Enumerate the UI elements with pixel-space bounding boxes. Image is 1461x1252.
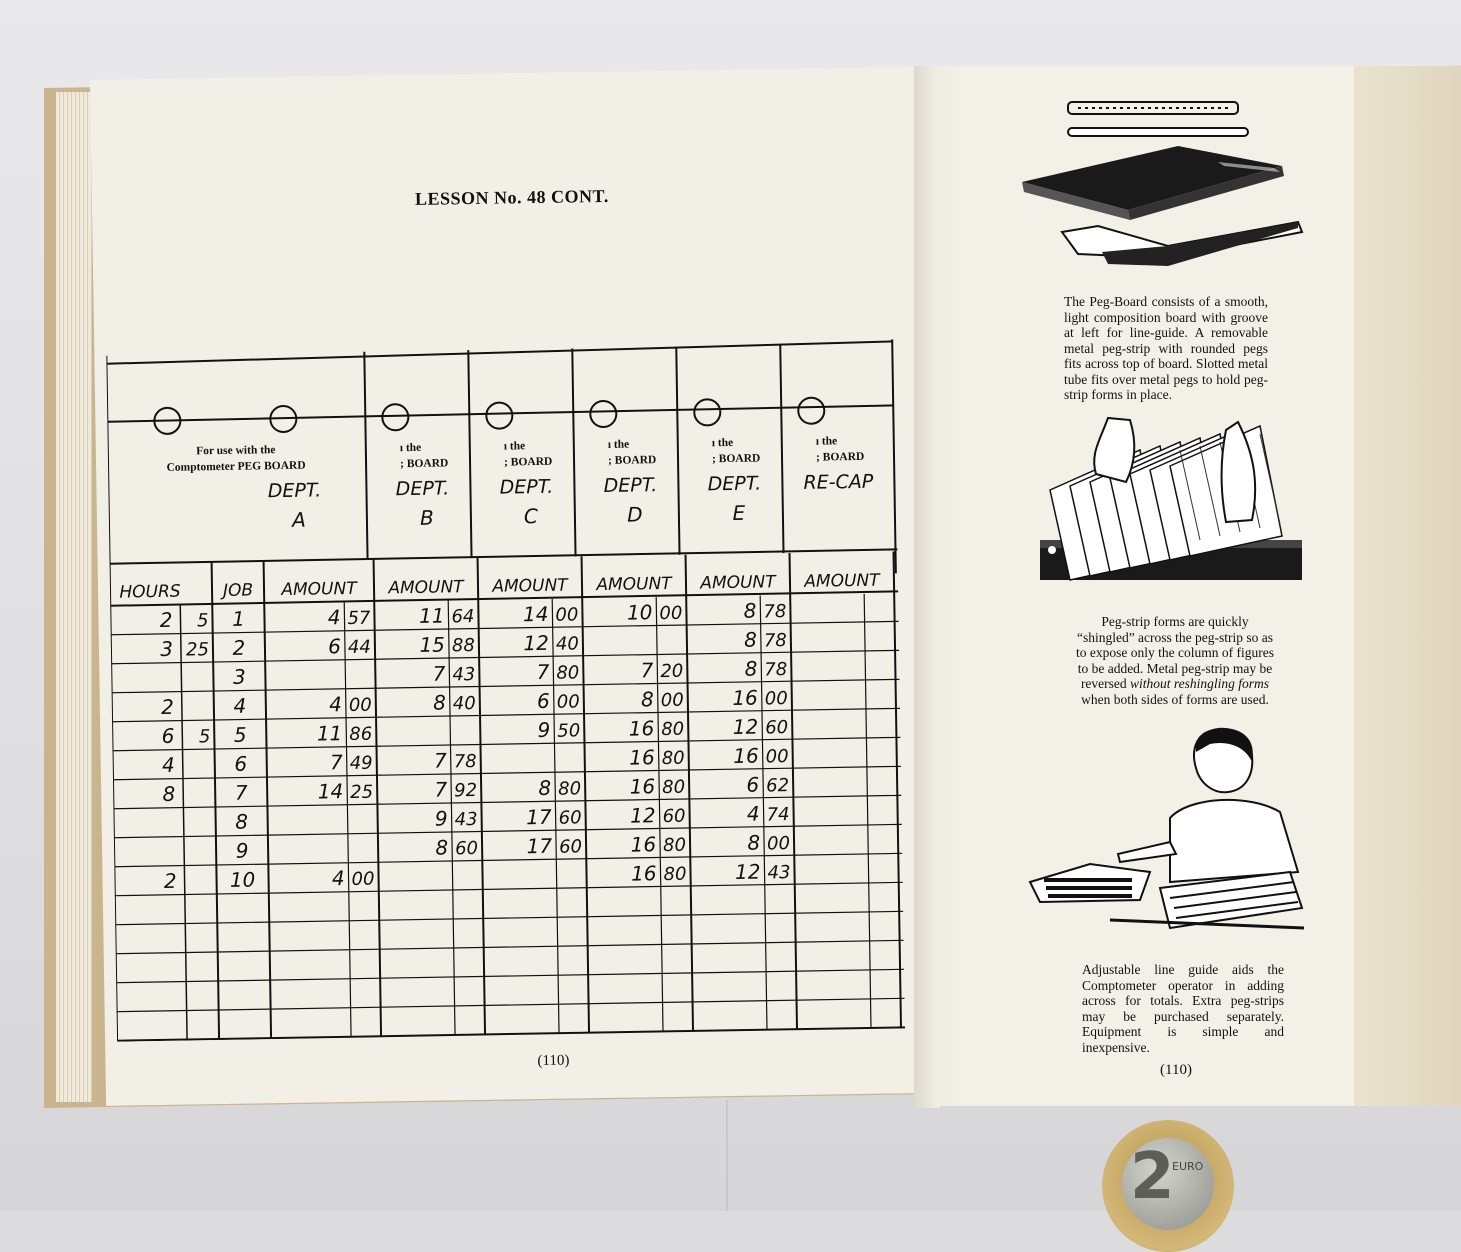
amount-cents: 86 bbox=[349, 723, 373, 746]
form-edge bbox=[892, 339, 896, 573]
amount-cents: 50 bbox=[557, 720, 581, 742]
ledger-column-rule bbox=[582, 556, 589, 1033]
hours-whole: 2 bbox=[160, 694, 175, 719]
amount-cents: 00 bbox=[556, 691, 580, 713]
ledger-row-rule bbox=[116, 969, 904, 982]
job-number: 8 bbox=[235, 809, 249, 834]
amount-dollars: 16 bbox=[629, 745, 655, 770]
peg-hole-icon bbox=[694, 399, 720, 425]
amount-cents: 62 bbox=[766, 775, 790, 797]
hours-fraction: 5 bbox=[196, 610, 209, 632]
amount-dollars: 7 bbox=[640, 658, 654, 683]
amount-cents: 78 bbox=[763, 630, 787, 652]
form-edge bbox=[106, 356, 109, 564]
cents-divider-rule bbox=[864, 594, 871, 1029]
amount-cents: 60 bbox=[454, 838, 479, 860]
ledger-column-rule bbox=[264, 561, 271, 1038]
amount-cents: 00 bbox=[660, 689, 684, 712]
amount-cents: 60 bbox=[558, 836, 583, 858]
amount-cents: 74 bbox=[766, 804, 790, 826]
amount-dollars: 10 bbox=[626, 600, 653, 625]
amount-dollars: 7 bbox=[432, 661, 446, 686]
peg-hole-icon bbox=[382, 404, 408, 430]
job-number: 1 bbox=[231, 606, 246, 631]
form-header-line2: ; BOARD bbox=[503, 455, 553, 469]
job-number: 6 bbox=[234, 751, 248, 776]
amount-dollars: 4 bbox=[328, 692, 343, 717]
amount-cents: 60 bbox=[662, 805, 686, 828]
form-header-line2: ; BOARD bbox=[399, 457, 449, 471]
ledger-column-rule bbox=[686, 555, 693, 1032]
amount-cents: 40 bbox=[555, 633, 579, 655]
amount-dollars: 16 bbox=[732, 685, 758, 710]
form-edge bbox=[780, 345, 783, 553]
amount-cents: 43 bbox=[454, 809, 478, 831]
peg-board-svg bbox=[106, 329, 917, 1041]
amount-dollars: 4 bbox=[331, 866, 345, 891]
amount-cents: 00 bbox=[765, 746, 789, 768]
hours-split-rule bbox=[180, 605, 187, 1040]
amount-dollars: 16 bbox=[629, 774, 656, 799]
surface-fold-line bbox=[726, 1100, 728, 1211]
ledger-row-rule bbox=[117, 998, 905, 1011]
shingled-forms-illustration bbox=[1030, 410, 1310, 600]
book-gutter bbox=[914, 66, 940, 1108]
amount-dollars: 8 bbox=[747, 830, 761, 855]
coin-center bbox=[1122, 1138, 1214, 1230]
peg-hole-icon bbox=[590, 401, 616, 427]
amount-cents: 40 bbox=[452, 693, 476, 715]
ledger-column-rule bbox=[894, 551, 901, 1028]
amount-cents: 80 bbox=[556, 662, 580, 684]
amount-cents: 80 bbox=[661, 747, 685, 770]
operator-body-icon bbox=[1170, 800, 1298, 882]
amount-cents: 80 bbox=[662, 834, 687, 857]
form-header-line1: ı the bbox=[607, 438, 630, 451]
operator-illustration bbox=[1020, 722, 1310, 952]
form-edge bbox=[364, 352, 367, 560]
dept-letter: A bbox=[291, 507, 306, 532]
job-number: 2 bbox=[232, 635, 246, 660]
amount-dollars: 7 bbox=[434, 777, 448, 802]
job-number: 5 bbox=[233, 722, 247, 747]
amount-dollars: 8 bbox=[435, 835, 449, 860]
form-header-line2: Comptometer PEG BOARD bbox=[166, 459, 306, 474]
form-header-line2: ; BOARD bbox=[607, 454, 657, 467]
lesson-title: LESSON No. 48 CONT. bbox=[414, 185, 609, 209]
amount-cents: 64 bbox=[451, 606, 475, 628]
job-number: 10 bbox=[229, 867, 256, 892]
amount-cents: 60 bbox=[765, 717, 789, 739]
dept-label: DEPT. bbox=[395, 477, 450, 501]
amount-cents: 80 bbox=[661, 718, 685, 741]
amount-dollars: 12 bbox=[732, 714, 759, 739]
coin-text: EURO bbox=[1172, 1160, 1204, 1173]
board-top-line bbox=[106, 341, 892, 363]
amount-cents: 20 bbox=[660, 660, 684, 683]
form-header-line1: ı the bbox=[711, 436, 734, 450]
dept-label: DEPT. bbox=[499, 475, 554, 499]
amount-cents: 78 bbox=[453, 751, 477, 773]
amount-dollars: 16 bbox=[733, 743, 759, 768]
job-number: 4 bbox=[233, 693, 247, 718]
form-header-line1: ı the bbox=[399, 441, 422, 455]
amount-cents: 80 bbox=[663, 863, 687, 886]
amount-cents: 78 bbox=[764, 659, 788, 681]
amount-cents: 49 bbox=[349, 752, 373, 775]
amount-dollars: 15 bbox=[419, 632, 446, 657]
form-header-line1: ı the bbox=[503, 440, 526, 453]
form-edge bbox=[468, 350, 471, 558]
page-stack-edge bbox=[56, 92, 92, 1102]
amount-dollars: 7 bbox=[329, 750, 343, 775]
dept-label: DEPT. bbox=[707, 472, 762, 496]
amount-cents: 00 bbox=[555, 604, 579, 626]
ledger-column-rule bbox=[478, 558, 485, 1035]
amount-dollars: 8 bbox=[640, 687, 654, 712]
hours-fraction: 25 bbox=[185, 639, 210, 661]
amount-cents: 25 bbox=[350, 781, 374, 803]
left-page bbox=[90, 67, 934, 1106]
amount-cents: 43 bbox=[767, 862, 791, 884]
amount-dollars: 17 bbox=[525, 804, 552, 830]
caption-peg-board: The Peg-Board consists of a smooth, light composition board with groove at left for line-guide. A removable metal peg-strip with rounded pegs fits across top of board. Slotted metal tube fits over metal pegs to hold peg-strip forms in place. bbox=[1064, 294, 1268, 402]
amount-dollars: 11 bbox=[316, 721, 343, 746]
dept-letter: D bbox=[627, 502, 643, 527]
two-euro-coin bbox=[1102, 1120, 1234, 1252]
amount-cents: 80 bbox=[558, 778, 582, 800]
left-page-number: (110) bbox=[537, 1052, 570, 1070]
amount-dollars: 8 bbox=[538, 775, 552, 801]
amount-cents: 92 bbox=[454, 780, 478, 802]
amount-dollars: 7 bbox=[433, 748, 447, 773]
amount-cents: 44 bbox=[347, 636, 372, 659]
amount-dollars: 9 bbox=[434, 806, 448, 831]
column-header: AMOUNT bbox=[492, 575, 568, 597]
amount-dollars: 9 bbox=[537, 717, 551, 743]
amount-cents: 57 bbox=[347, 607, 371, 630]
form-edge bbox=[572, 348, 575, 556]
amount-dollars: 16 bbox=[630, 832, 657, 857]
hours-whole: 6 bbox=[161, 723, 175, 748]
ledger-column-rule bbox=[790, 553, 797, 1030]
dept-letter: B bbox=[419, 505, 434, 530]
left-hand-icon bbox=[1094, 418, 1134, 482]
form-header-line1: ı the bbox=[815, 435, 838, 448]
amount-dollars: 4 bbox=[746, 801, 760, 826]
column-header: AMOUNT bbox=[804, 570, 880, 592]
amount-dollars: 14 bbox=[317, 779, 344, 804]
amount-cents: 00 bbox=[659, 602, 683, 625]
hours-fraction: 5 bbox=[198, 726, 211, 748]
form-header-line2: ; BOARD bbox=[711, 452, 761, 466]
amount-cents: 80 bbox=[662, 776, 686, 799]
amount-dollars: 6 bbox=[536, 688, 550, 714]
amount-dollars: 7 bbox=[536, 659, 550, 685]
job-number: 3 bbox=[232, 664, 246, 689]
hours-whole: 8 bbox=[162, 781, 176, 806]
column-header: AMOUNT bbox=[281, 578, 357, 601]
ledger-column-rule bbox=[374, 560, 381, 1037]
hours-whole: 2 bbox=[159, 607, 173, 632]
peg-hole-icon bbox=[486, 402, 512, 428]
amount-dollars: 8 bbox=[743, 598, 757, 623]
metal-tube-icon bbox=[1068, 128, 1248, 136]
caption-shingled-forms: Peg-strip forms are quickly “shingled” across the peg-strip so as to expose only the column of figures to be added. Metal peg-strip may be reversed without reshingling forms when both sides of forms are used. bbox=[1076, 614, 1274, 707]
amount-dollars: 4 bbox=[327, 605, 341, 630]
caption-line-guide: Adjustable line guide aids the Comptometer operator in adding across for totals. Extra peg-strips may be purchased separately. Equipment is simple and inexpensive. bbox=[1082, 962, 1284, 1055]
column-header: AMOUNT bbox=[388, 577, 464, 599]
amount-dollars: 8 bbox=[744, 656, 758, 681]
amount-dollars: 12 bbox=[523, 630, 550, 656]
dept-label: DEPT. bbox=[267, 479, 322, 503]
amount-dollars: 17 bbox=[526, 833, 553, 859]
amount-cents: 00 bbox=[351, 868, 375, 890]
cents-divider-rule bbox=[344, 602, 351, 1037]
form-header-line1: For use with the bbox=[196, 444, 276, 458]
column-header: HOURS bbox=[119, 581, 181, 603]
peg-board-illustration bbox=[1018, 96, 1308, 286]
column-header: JOB bbox=[222, 580, 254, 601]
amount-dollars: 11 bbox=[418, 603, 445, 628]
dept-letter: C bbox=[523, 504, 539, 529]
job-number: 7 bbox=[234, 780, 248, 805]
right-page-number: (110) bbox=[1160, 1062, 1192, 1078]
column-header: AMOUNT bbox=[700, 572, 776, 594]
dept-label: RE-CAP bbox=[803, 470, 874, 494]
amount-dollars: 14 bbox=[522, 601, 549, 627]
right-page-edges bbox=[1350, 66, 1461, 1106]
ledger-row-rule bbox=[116, 940, 904, 953]
form-edge bbox=[676, 347, 679, 555]
amount-cents: 00 bbox=[348, 694, 372, 717]
dept-label: DEPT. bbox=[603, 474, 658, 497]
dept-letter: E bbox=[732, 500, 746, 525]
coin-value: 2 bbox=[1130, 1140, 1175, 1214]
amount-dollars: 8 bbox=[743, 627, 758, 652]
amount-dollars: 8 bbox=[432, 690, 447, 715]
amount-cents: 43 bbox=[452, 664, 476, 686]
amount-dollars: 6 bbox=[328, 634, 342, 659]
amount-dollars: 12 bbox=[734, 859, 761, 884]
column-header: AMOUNT bbox=[596, 573, 672, 596]
job-number: 9 bbox=[235, 838, 249, 863]
ledger-column-rule bbox=[212, 562, 219, 1039]
ledger-row-rule bbox=[115, 911, 903, 924]
amount-dollars: 16 bbox=[630, 861, 657, 886]
peg-board-forms bbox=[106, 329, 917, 1041]
amount-dollars: 6 bbox=[746, 772, 760, 797]
hours-whole: 2 bbox=[163, 868, 177, 893]
ledger-row-rule bbox=[117, 1027, 905, 1040]
amount-cents: 60 bbox=[558, 807, 582, 829]
ledger-top-rule bbox=[110, 549, 898, 563]
amount-dollars: 12 bbox=[629, 803, 656, 828]
amount-dollars: 16 bbox=[628, 716, 655, 741]
amount-cents: 00 bbox=[766, 833, 791, 855]
hours-whole: 3 bbox=[160, 636, 174, 661]
amount-cents: 00 bbox=[764, 688, 788, 710]
amount-cents: 78 bbox=[763, 601, 787, 623]
form-header-line2: ; BOARD bbox=[815, 450, 865, 464]
peg-hole-icon bbox=[798, 398, 824, 424]
hours-whole: 4 bbox=[161, 752, 175, 777]
amount-cents: 88 bbox=[451, 635, 476, 657]
